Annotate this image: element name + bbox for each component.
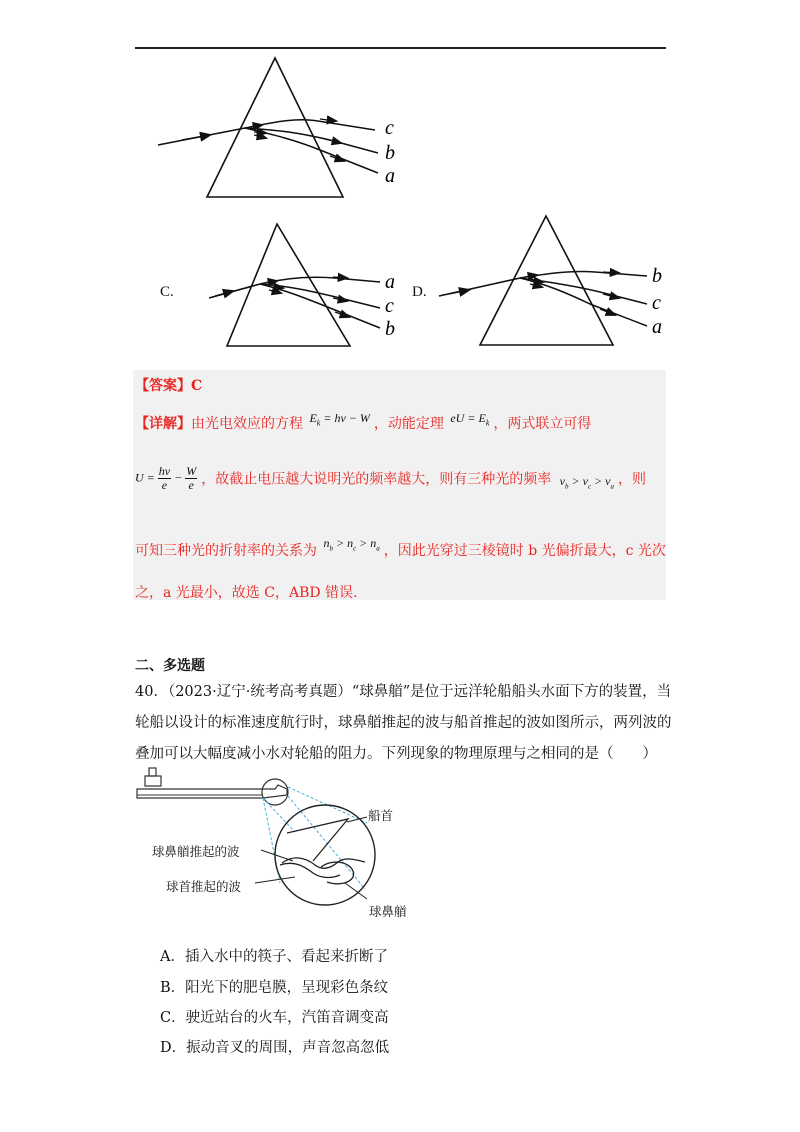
choice-b: B．阳光下的肥皂膜，呈现彩色条纹 — [160, 980, 389, 996]
prism-figure-option-c — [205, 220, 405, 350]
header-rule — [135, 47, 666, 49]
formula-kinetic-energy: eU = $E_k$ — [450, 411, 490, 428]
option-d-label: D. — [412, 284, 427, 300]
answer-value: C — [191, 378, 203, 394]
detail-text-3b: ，因此光穿过三棱镜时 b 光偏折最大，c 光次 — [383, 543, 666, 559]
ray-label: b — [385, 318, 395, 340]
detail-text-1b: ，动能定理 — [373, 416, 444, 432]
detail-line-4: 之，a 光最小，故选 C，ABD 错误. — [135, 585, 358, 601]
ray-label: a — [652, 316, 662, 338]
detail-text-1c: ，两式联立可得 — [493, 416, 592, 432]
ray-label: b — [385, 142, 395, 164]
detail-text-2a: ，故截止电压越大说明光的频率越大，则有三种光的频率 — [201, 471, 552, 488]
formula-photoelectric: $E_k = h\nu - W$ — [309, 411, 370, 428]
question-line-1: 40．（2023·辽宁·统考高考真题）“球鼻艏”是位于远洋轮船船头水面下方的装置，当 — [135, 684, 672, 700]
choice-a: A．插入水中的筷子、看起来折断了 — [160, 949, 388, 965]
detail-text-3a: 可知三种光的折射率的关系为 — [135, 543, 317, 559]
answer-line — [135, 375, 202, 395]
zoom-circle-small — [262, 779, 288, 805]
label-bow-wave: 球首推起的波 — [166, 879, 242, 894]
ray-label: b — [652, 265, 662, 287]
ray-label: a — [385, 165, 395, 187]
option-c-label: C. — [160, 284, 174, 300]
question-line-3: 叠加可以大幅度减小水对轮船的阻力。下列现象的物理原理与之相同的是（ ） — [135, 746, 657, 762]
choice-c: C．驶近站台的火车，汽笛音调变高 — [160, 1010, 389, 1026]
label-bow: 船首 — [368, 808, 394, 823]
section-heading: 二、多选题 — [135, 658, 205, 674]
ray-label: c — [385, 295, 394, 317]
choice-d: D．振动音叉的周围，声音忽高忽低 — [160, 1040, 390, 1056]
formula-refraction-order: $n_b > n_c > n_a$ — [323, 536, 380, 553]
detail-text-2b: ，则 — [617, 471, 646, 488]
zoom-circle-large — [275, 805, 375, 905]
detail-text-1a: 由光电效应的方程 — [191, 416, 303, 432]
prism-triangle — [480, 216, 613, 345]
detail-prefix: 【详解】 — [135, 416, 191, 432]
detail-line-3 — [135, 536, 666, 560]
question-line-2: 轮船以设计的标准速度航行时，球鼻艏推起的波与船首推起的波如图所示，两列波的 — [135, 715, 672, 731]
detail-line-1 — [135, 413, 591, 433]
ray-label: c — [385, 117, 394, 139]
detail-line-2 — [135, 465, 646, 492]
prism-triangle — [207, 58, 343, 197]
prism-figure-top — [150, 55, 410, 200]
ship-hull — [137, 768, 287, 798]
formula-frequency-order: $\nu_b > \nu_c > \nu_a$ — [559, 473, 614, 490]
prism-triangle — [227, 224, 350, 346]
ray-label: a — [385, 271, 395, 293]
label-bulb-wave: 球鼻艏推起的波 — [152, 844, 240, 859]
prism-figure-option-d — [435, 212, 675, 347]
label-bulb: 球鼻艏 — [369, 904, 407, 919]
formula-stop-voltage: U = $\frac{h\nu}{e}$ − $\frac{W}{e}$ — [135, 464, 197, 492]
ray-label: c — [652, 292, 661, 314]
answer-prefix: 【答案】 — [135, 378, 191, 394]
